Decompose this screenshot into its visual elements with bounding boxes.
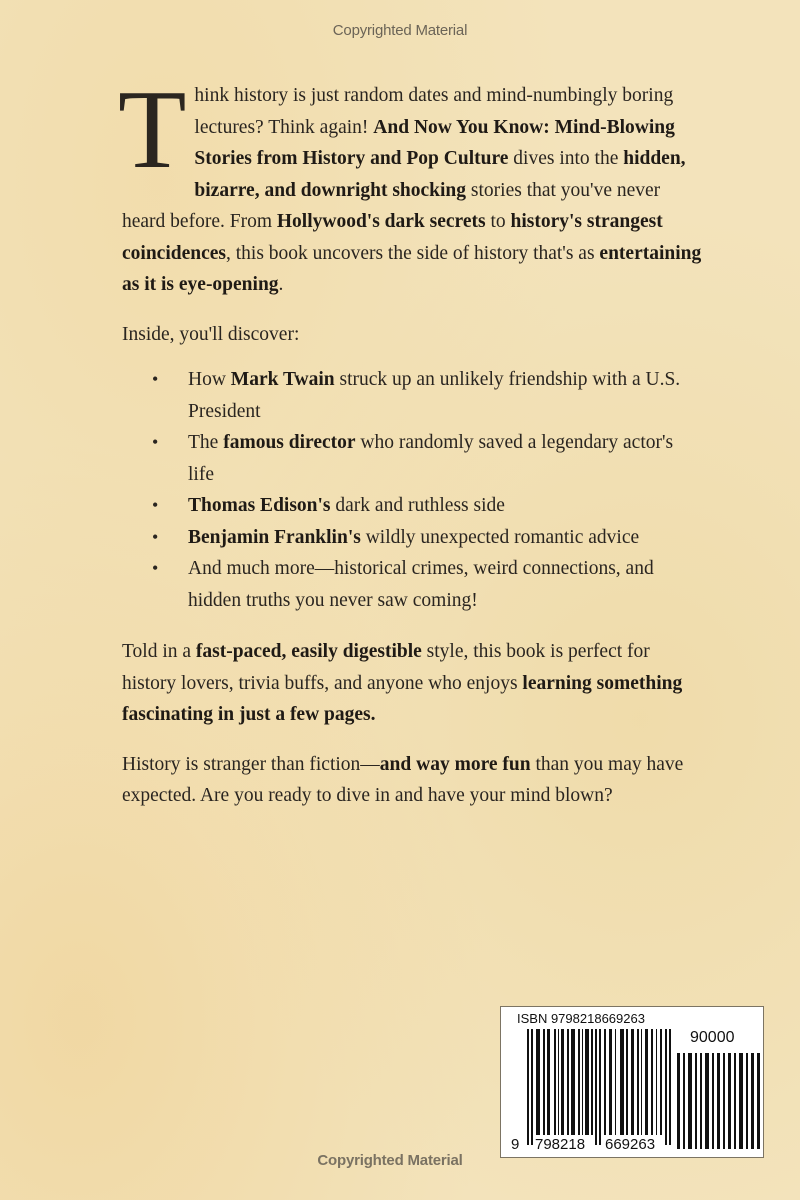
intro-text: , this book uncovers the side of history that's as [225,242,600,264]
intro-paragraph [118,68,702,301]
intro-emphasis: Hollywood's dark secrets [276,211,486,232]
price-code: 90000 [690,1029,735,1046]
intro-text: . [278,274,284,295]
list-item: • The famous director who randomly saved a legendary actor's life [152,427,702,490]
book-title: And Now You Know: Mind-Blowing Stories from History and Pop Culture [194,116,675,169]
discover-list [122,364,702,616]
list-item: • How Mark Twain struck up an unlikely friendship with a U.S. President [152,364,702,427]
intro-text: hink history is just random dates and mind-numbingly boring lectures? Think again! [194,85,674,138]
barcode-digits-group1: 798218 [535,1136,586,1153]
intro-emphasis: history's strangest coincidences [122,211,663,264]
list-item: • And much more—historical crimes, weird connections, and hidden truths you never saw coming! [152,553,702,616]
closing-paragraph: History is stranger than fiction—and way more fun than you may have expected. Are you ready to dive in and have your mind blown? [122,753,684,806]
addon-barcode-icon [677,1053,761,1149]
list-intro: Inside, you'll discover: [122,323,300,345]
back-cover-blurb [118,68,702,812]
copyright-notice-top: Copyrighted Material [332,22,468,39]
style-paragraph: Told in a fast-paced, easily digestible style, this book is perfect for history lovers, trivia buffs, and anyone who enjoys learning something fascinating in just a few pages. [122,641,683,725]
barcode-digits-group2: 669263 [605,1136,656,1153]
barcode-digit-first: 9 [511,1136,520,1153]
barcode-bars-icon [525,1029,675,1145]
copyright-notice-bottom: Copyrighted Material [317,1152,463,1169]
list-item: • Benjamin Franklin's wildly unexpected romantic advice [152,522,702,554]
drop-cap: T [118,68,187,192]
intro-emphasis: entertaining as it is eye-opening [122,242,702,295]
intro-emphasis: hidden, bizarre, and downright shocking [194,148,686,201]
list-item: • Thomas Edison's dark and ruthless side [152,490,702,522]
intro-text: dives into the [508,148,624,169]
isbn-barcode [500,1006,764,1158]
intro-text: stories that you've never heard before. From [122,179,661,232]
intro-text: to [485,211,511,232]
isbn-label: ISBN 9798218669263 [517,1011,645,1026]
